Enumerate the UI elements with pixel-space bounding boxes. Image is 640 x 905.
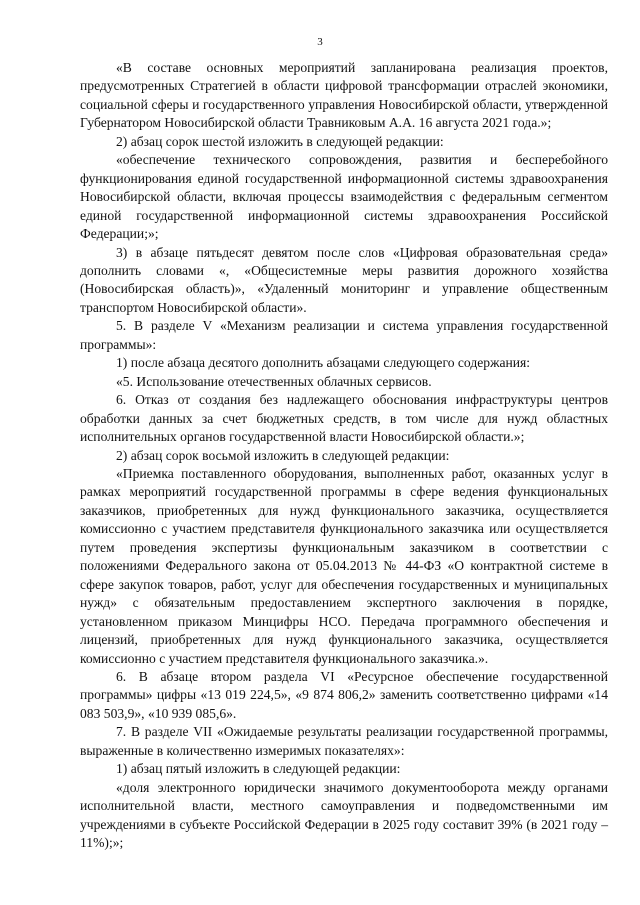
paragraph: 5. В разделе V «Механизм реализации и система управления государственной программы»: — [80, 318, 608, 352]
paragraph: «Приемка поставленного оборудования, выполненных работ, оказанных услуг в рамках мероприятий государственной программы в сфере ведения функциональных заказчиков, приобретенных для нужд функционального заказчика, осуществляется комиссионно с участием представителя функционального заказчика или осуществляется путем проведения экспертизы функциональным заказчиком в соответствии с положениями Федерального закона от 05.04.2013 № 44-ФЗ «О контрактной системе в сфере закупок товаров, работ, услуг для обеспечения государственных и муниципальных нужд» с обязательным предоставлением экспертного заключения в порядке, установленном приказом Минцифры НСО. Передача программного обеспечения и лицензий, приобретенных для нужд функционального заказчика, осуществляется комиссионно с участием представителя функционального заказчика.». — [80, 465, 608, 666]
paragraph: 2) абзац сорок шестой изложить в следующей редакции: — [116, 133, 444, 149]
paragraph: 6. Отказ от создания без надлежащего обоснования инфраструктуры центров обработки данных за счет бюджетных средств, в том числе для нужд областных исполнительных органов государственной власти Новосибирской области.»; — [80, 392, 608, 445]
paragraph: «доля электронного юридически значимого документооборота между органами исполнительной власти, местного самоуправления и подведомственными им учреждениями в субъекте Российской Федерации в 2025 году составит 39% (в 2021 году – 11%);»; — [80, 779, 608, 851]
page-number: 3 — [317, 36, 323, 48]
paragraph: «5. Использование отечественных облачных сервисов. — [116, 373, 432, 389]
paragraph: 2) абзац сорок восьмой изложить в следующей редакции: — [116, 447, 450, 463]
paragraph: 7. В разделе VII «Ожидаемые результаты реализации государственной программы, выраженные в количественно измеримых показателях»: — [80, 724, 608, 758]
document-body — [80, 59, 608, 852]
paragraph: 1) абзац пятый изложить в следующей редакции: — [116, 761, 401, 777]
paragraph: «обеспечение технического сопровождения, развития и бесперебойного функционирования единой государственной информационной системы здравоохранения Новосибирской области, включая процессы взаимодействия с федеральным сегментом единой государственной информационной системы здравоохранения Российской Федерации;»; — [80, 152, 608, 242]
paragraph: «В составе основных мероприятий запланирована реализация проектов, предусмотренных Стратегией в области цифровой трансформации отраслей экономики, социальной сферы и государственного управления Новосибирской области, утвержденной Губернатором Новосибирской области Травниковым А.А. 16 августа 2021 года.»; — [80, 60, 608, 131]
paragraph: 3) в абзаце пятьдесят девятом после слов «Цифровая образовательная среда» дополнить словами «, «Общесистемные меры развития дорожного хозяйства (Новосибирская область)», «Удаленный мониторинг и управление общественным транспортом Новосибирской области». — [80, 244, 608, 315]
paragraph: 1) после абзаца десятого дополнить абзацами следующего содержания: — [116, 355, 531, 371]
paragraph: 6. В абзаце втором раздела VI «Ресурсное обеспечение государственной программы» цифры «13 019 224,5», «9 874 806,2» заменить соответственно цифрами «14 083 503,9», «10 939 085,6». — [80, 668, 608, 721]
